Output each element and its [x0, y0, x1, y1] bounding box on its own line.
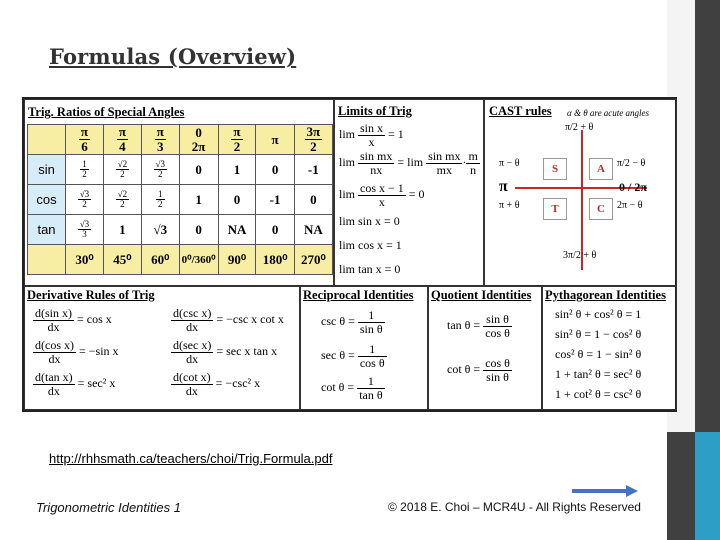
- cast-note: α & θ are acute angles: [567, 108, 650, 118]
- deriv-csc: $\frac{\text{d(csc x)}}{dx}$ = −csc x cot x: [173, 306, 284, 334]
- degree-90: 90⁰: [218, 245, 256, 275]
- table-corner: [28, 125, 66, 155]
- special-angles-header: Trig. Ratios of Special Angles: [28, 105, 185, 119]
- degree-60: 60⁰: [141, 245, 179, 275]
- recip-cot: cot θ = $\frac{1}{\text{tan θ}}$: [321, 374, 383, 402]
- formula-pdf-link[interactable]: http://rhhsmath.ca/teachers/choi/Trig.Formula.pdf: [49, 451, 333, 466]
- reciprocal-panel: [300, 286, 428, 410]
- right-band-accent: [695, 432, 720, 540]
- footer-left: Trigonometric Identities 1: [36, 500, 181, 515]
- limit-cosx-1: lim cos x = 1: [339, 238, 402, 252]
- footer-right: © 2018 E. Choi – MCR4U - All Rights Reserved: [388, 500, 641, 514]
- special-angles-table: $\frac{\pi}{6}$ $\frac{\pi}{4}$ $\frac{\pi}{3}$ 0 2π $\frac{\pi}{2}$ π $\frac{3\pi}{2}$ sin $\frac{1}{2}$ $\frac{√2}{2}$ $\frac{√3}{2}$ 0 1 0 -1 cos $\frac{√3}{2}$ $\frac{√2}{2}$ $\frac{1}{2}$ 1 0 -1 0 tan $\frac{√3}{3}$ 1 √3 0 NA 0 NA 30⁰ 45⁰ 60⁰ 0⁰/360⁰ 90⁰ 180⁰ 270⁰: [27, 124, 333, 275]
- degree-0-360: 0⁰/360⁰: [179, 245, 218, 275]
- deriv-cot: $\frac{\text{d(cot x)}}{dx}$ = −csc² x: [173, 370, 261, 398]
- derivative-panel: [24, 286, 300, 410]
- limit-sin-mx: lim $\frac{\text{sin mx}}{nx}$ = lim $\frac{\text{sin mx}}{mx}$ · $\frac{m}{n}$: [339, 149, 478, 177]
- pythagorean-header: Pythagorean Identities: [545, 288, 666, 302]
- cast-header: CAST rules: [489, 104, 552, 118]
- row-label-sin: sin: [28, 155, 66, 185]
- quotient-panel: [428, 286, 542, 410]
- next-arrow-icon[interactable]: [570, 484, 640, 498]
- deriv-tan: $\frac{\text{d(tan x)}}{dx}$ = sec² x: [35, 370, 116, 398]
- degree-30: 30⁰: [66, 245, 104, 275]
- cast-pi: π: [499, 178, 508, 195]
- page-title: Formulas (Overview): [49, 44, 297, 69]
- degree-180: 180⁰: [256, 245, 294, 275]
- pyth-3: cos² θ = 1 − sin² θ: [555, 347, 642, 361]
- quot-cot: cot θ = $\frac{\text{cos θ}}{\text{sin θ}}$: [447, 356, 510, 384]
- quotient-header: Quotient Identities: [431, 288, 532, 302]
- cast-quadrant-t: T: [543, 198, 567, 220]
- cast-pi2: π/2 + θ: [565, 122, 594, 133]
- formula-sheet: [22, 97, 677, 412]
- pythagorean-panel: [542, 286, 677, 410]
- cast-2pi-minus: 2π − θ: [617, 200, 643, 211]
- degree-45: 45⁰: [103, 245, 141, 275]
- cast-quadrant-a: A: [589, 158, 613, 180]
- pyth-1: sin² θ + cos² θ = 1: [555, 307, 642, 321]
- quot-tan: tan θ = $\frac{\text{sin θ}}{\text{cos θ}}$: [447, 312, 510, 340]
- special-angles-panel: [24, 99, 334, 286]
- cast-quadrant-c: C: [589, 198, 613, 220]
- limits-header: Limits of Trig: [338, 104, 412, 118]
- deriv-sec: $\frac{\text{d(sec x)}}{dx}$ = sec x tan x: [173, 338, 278, 366]
- degree-270: 270⁰: [294, 245, 332, 275]
- cast-pi-minus: π − θ: [499, 158, 520, 169]
- deriv-sin: $\frac{\text{d(sin x)}}{dx}$ = cos x: [35, 306, 112, 334]
- cast-y-axis: [581, 130, 583, 270]
- cast-panel: [484, 99, 677, 286]
- derivative-header: Derivative Rules of Trig: [27, 288, 155, 302]
- deriv-cos: $\frac{\text{d(cos x)}}{dx}$ = −sin x: [35, 338, 119, 366]
- limit-tanx: lim tan x = 0: [339, 262, 401, 276]
- cast-zero: 0 / 2π: [619, 180, 647, 194]
- reciprocal-header: Reciprocal Identities: [303, 288, 414, 302]
- cast-pi-plus: π + θ: [499, 200, 520, 211]
- recip-csc: csc θ = $\frac{1}{\text{sin θ}}$: [321, 308, 383, 336]
- cast-quadrant-s: S: [543, 158, 567, 180]
- pyth-4: 1 + tan² θ = sec² θ: [555, 367, 642, 381]
- limit-sinx-over-x: lim $\frac{\text{sin x}}{x}$ = 1: [339, 121, 404, 149]
- pyth-5: 1 + cot² θ = csc² θ: [555, 387, 642, 401]
- limit-cosx: lim $\frac{\text{cos x − 1}}{x}$ = 0: [339, 181, 425, 209]
- row-label-tan: tan: [28, 215, 66, 245]
- limits-panel: [334, 99, 484, 286]
- row-label-cos: cos: [28, 185, 66, 215]
- cast-3pi2: 3π/2 + θ: [563, 250, 597, 261]
- limit-sinx: lim sin x = 0: [339, 214, 400, 228]
- cast-pi2-minus: π/2 − θ: [617, 158, 646, 169]
- pyth-2: sin² θ = 1 − cos² θ: [555, 327, 642, 341]
- recip-sec: sec θ = $\frac{1}{\text{cos θ}}$: [321, 342, 385, 370]
